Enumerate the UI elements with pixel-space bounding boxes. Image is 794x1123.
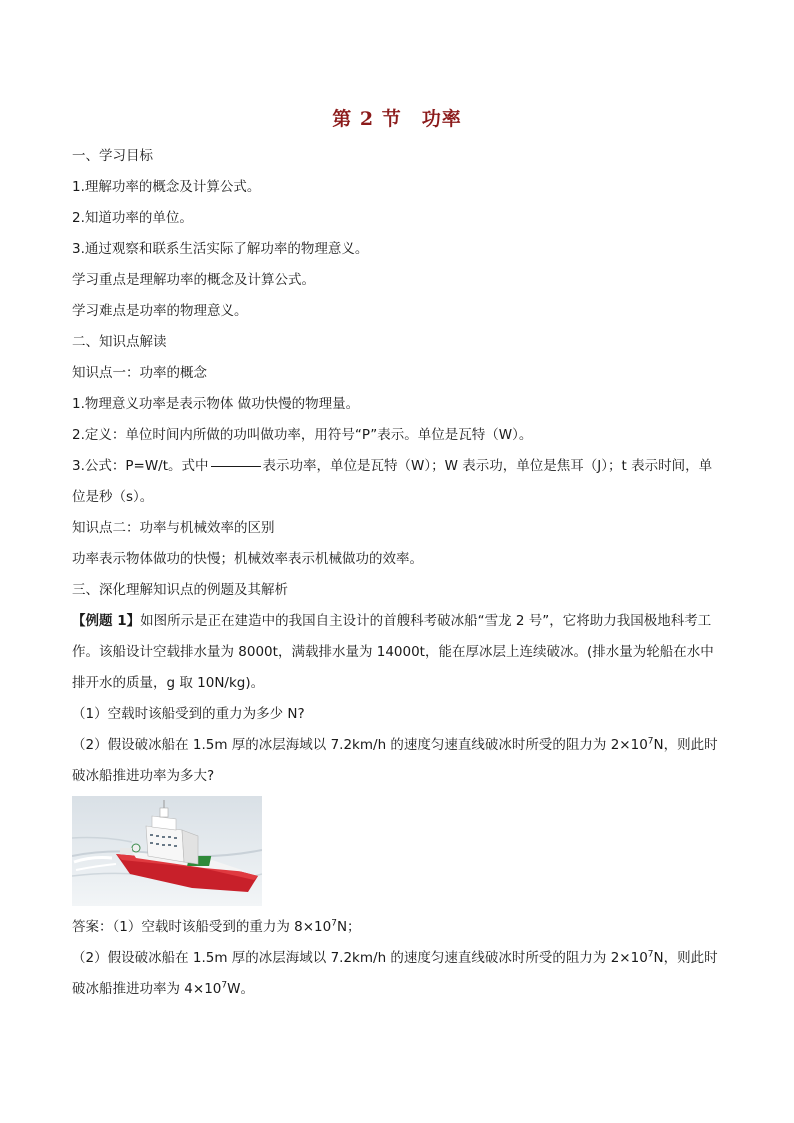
question-1: （1）空载时该船受到的重力为多少 N? [72,706,305,722]
knowledge-point-2-heading: 知识点二：功率与机械效率的区别 [72,520,275,536]
answer-2: （2）假设破冰船在 1.5m 厚的冰层海域以 7.2km/h 的速度匀速直线破冰时所受的阻力为 $2\times 10^7N$，则此时破冰船推进功率为 $4\times 10^7W$。 [72,949,718,997]
key-point: 学习重点是理解功率的概念及计算公式。 [72,272,315,288]
section-heading-examples: 三、深化理解知识点的例题及其解析 [72,582,288,598]
goal-item-1: 1.理解功率的概念及计算公式。 [72,179,261,195]
example-1 [72,606,724,699]
section-heading-knowledge: 二、知识点解读 [72,334,167,350]
question-2: （2）假设破冰船在 1.5m 厚的冰层海域以 7.2km/h 的速度匀速直线破冰时所受的阻力为 $2\times 10^7N$，则此时破冰船推进功率为多大? [72,736,718,784]
example-tag: 【例题 1】 [72,613,141,629]
fill-in-blank[interactable] [211,465,261,467]
formula-explanation: 表示功率，单位是瓦特（W）；W 表示功，单位是焦耳（J）；t 表示时间，单位是秒（s）。 [72,458,713,505]
knowledge-point-1-item-2: 2.定义：单位时间内所做的功叫做功率，用符号“P”表示。单位是瓦特（W）。 [72,427,533,443]
knowledge-point-1-item-1: 1.物理意义功率是表示物体 做功快慢的物理量。 [72,396,360,412]
page-title: 第 2 节 功率 [332,108,462,130]
knowledge-point-2-item-1: 功率表示物体做功的快慢；机械效率表示机械做功的效率。 [72,551,423,567]
goal-item-2: 2.知道功率的单位。 [72,210,193,226]
difficulty-point: 学习难点是功率的物理意义。 [72,303,248,319]
knowledge-point-1-item-3 [72,451,724,513]
formula-text: 3.公式：P=W/t。式中 [72,458,209,474]
icebreaker-ship-image [72,796,262,906]
section-heading-goals: 一、学习目标 [72,148,153,164]
example-text: 如图所示是正在建造中的我国自主设计的首艘科考破冰船“雪龙 2 号”，它将助力我国极地科考工作。该船设计空载排水量为 8000t，满载排水量为 14000t，能在厚冰层上连续破冰。(排水量为轮船在水中排开水的质量，g 取 10N/kg)。 [72,613,714,691]
document-body [72,141,724,1005]
goal-item-3: 3.通过观察和联系生活实际了解功率的物理意义。 [72,241,369,257]
knowledge-point-1-heading: 知识点一：功率的概念 [72,365,207,381]
answer-1: 答案：（1）空载时该船受到的重力为 $8\times 10^7N$； [72,918,361,935]
